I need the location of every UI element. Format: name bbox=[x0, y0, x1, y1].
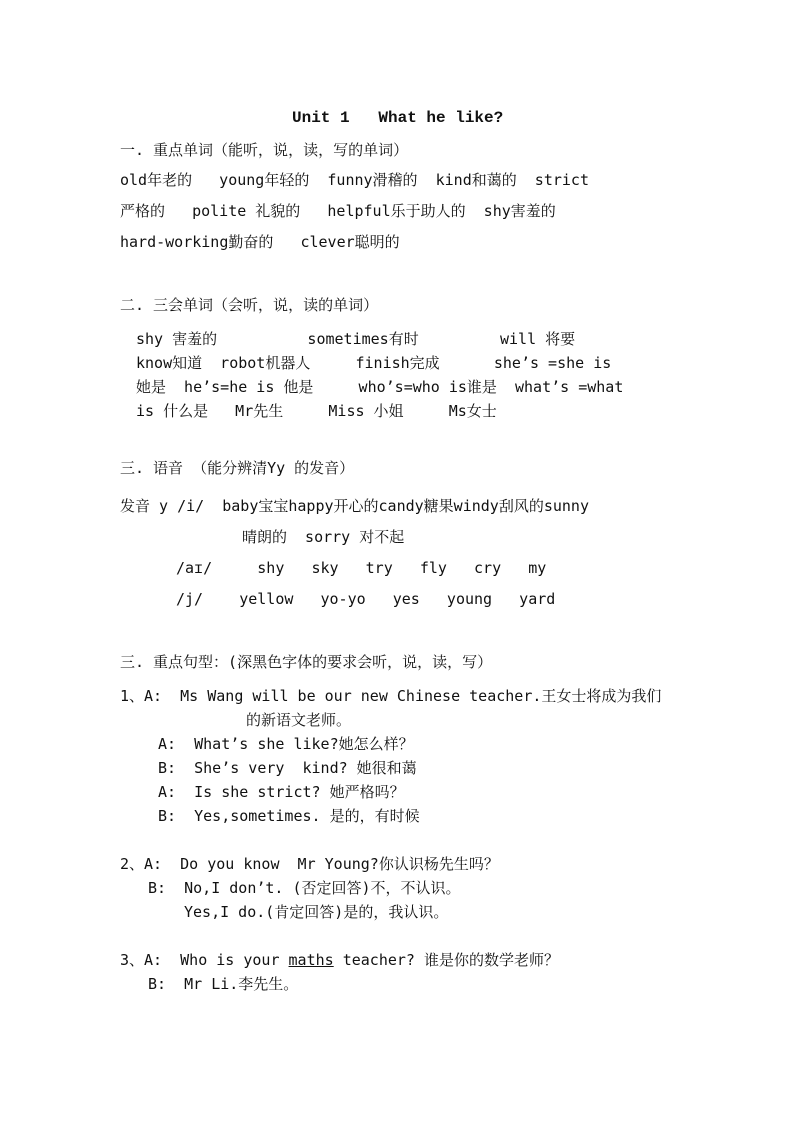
dialog1-line-2: 的新语文老师。 bbox=[246, 711, 352, 729]
section4-heading: 三. 重点句型：(深黑色字体的要求会听，说，读，写） bbox=[120, 653, 493, 671]
phonics-line-1: 发音 y /i/ baby宝宝happy开心的candy糖果windy刮风的sunny bbox=[120, 497, 589, 515]
vocab-line-3: hard-working勤奋的 clever聪明的 bbox=[120, 233, 400, 251]
dialog1-line-1: 1、A: Ms Wang will be our new Chinese teacher.王女士将成为我们 bbox=[120, 687, 662, 705]
dialog2-line-2: B: No,I don’t. (否定回答)不，不认识。 bbox=[148, 879, 461, 897]
dialog1-line-4: B: She’s very kind? 她很和蔼 bbox=[158, 759, 417, 777]
dialog3-line-1 bbox=[120, 950, 559, 970]
dialog3-line-2: B: Mr Li.李先生。 bbox=[148, 975, 299, 993]
dialog3-question-suffix: teacher? 谁是你的数学老师？ bbox=[333, 951, 559, 969]
word-line-1: shy 害羞的 sometimes有时 will 将要 bbox=[136, 330, 576, 348]
dialog2-line-3: Yes,I do.(肯定回答)是的，我认识。 bbox=[184, 903, 449, 921]
dialog2-line-1: 2、A: Do you know Mr Young?你认识杨先生吗？ bbox=[120, 855, 499, 873]
vocab-line-2: 严格的 polite 礼貌的 helpful乐于助人的 shy害羞的 bbox=[120, 202, 556, 220]
unit-title: Unit 1 What he like? bbox=[292, 109, 504, 127]
word-line-2: know知道 robot机器人 finish完成 she’s =she is bbox=[136, 354, 612, 372]
dialog1-line-3: A: What’s she like?她怎么样？ bbox=[158, 735, 414, 753]
word-line-3: 她是 he’s=he is 他是 who’s=who is谁是 what’s =what bbox=[136, 378, 624, 396]
maths-underlined: maths bbox=[288, 951, 334, 969]
dialog3-question-prefix: 3、A: Who is your bbox=[120, 951, 289, 969]
dialog1-line-5: A: Is she strict? 她严格吗？ bbox=[158, 783, 405, 801]
vocab-line-1: old年老的 young年轻的 funny滑稽的 kind和蔼的 strict bbox=[120, 171, 589, 189]
dialog1-line-6: B: Yes,sometimes. 是的，有时候 bbox=[158, 807, 420, 825]
phonics-line-2: 晴朗的 sorry 对不起 bbox=[242, 528, 405, 546]
section2-heading: 二. 三会单词（会听，说，读的单词） bbox=[120, 296, 379, 314]
phonics-line-4: /j/ yellow yo-yo yes young yard bbox=[176, 590, 556, 608]
phonics-line-3: /aɪ/ shy sky try fly cry my bbox=[176, 559, 547, 577]
section3-heading: 三. 语音 （能分辨清Yy 的发音） bbox=[120, 459, 355, 477]
word-line-4: is 什么是 Mr先生 Miss 小姐 Ms女士 bbox=[136, 402, 497, 420]
section1-heading: 一. 重点单词（能听，说，读，写的单词） bbox=[120, 141, 409, 159]
